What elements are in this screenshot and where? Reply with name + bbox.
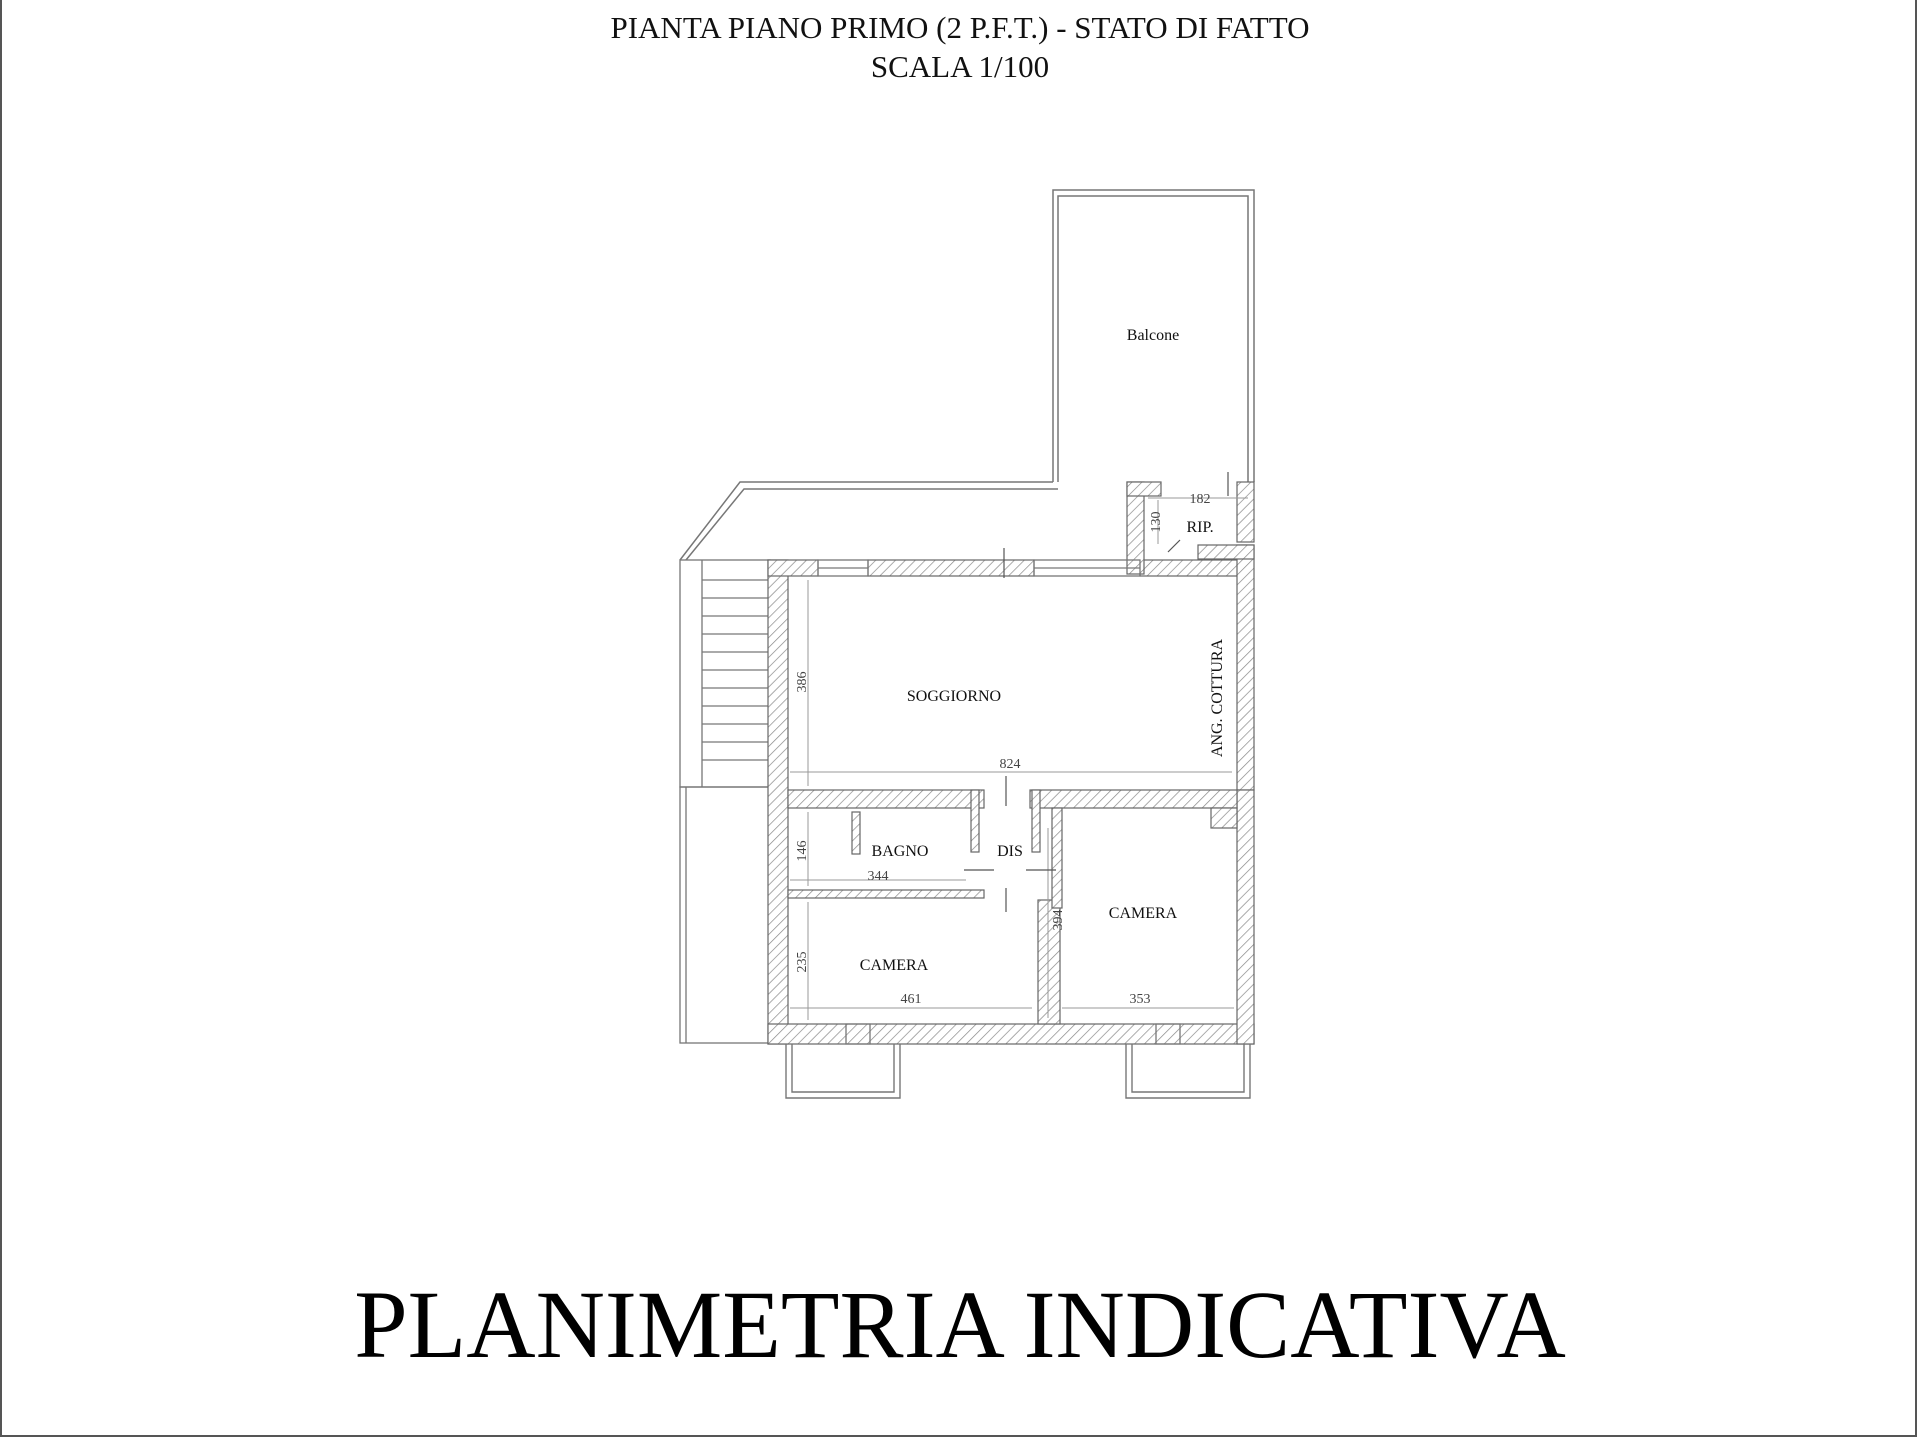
room-label-soggiorno: SOGGIORNO [906, 688, 1002, 705]
room-label-camera-right: CAMERA [1108, 905, 1178, 922]
room-label-disimpegno: DIS [997, 843, 1023, 860]
dim-camera-left-width: 461 [900, 992, 922, 1007]
room-label-angolo-cottura: ANG. COTTURA [1209, 638, 1226, 758]
plan-caption: PLANIMETRIA INDICATIVA [354, 1271, 1566, 1378]
dim-rip-width: 182 [1189, 492, 1211, 507]
dim-bagno-depth: 146 [795, 840, 810, 862]
room-label-balcone: Balcone [1126, 327, 1180, 344]
dim-bagno-width: 344 [867, 869, 889, 884]
dim-camera-left-depth: 235 [795, 951, 810, 973]
plan-title: PIANTA PIANO PRIMO (2 P.F.T.) - STATO DI FATTO [610, 10, 1310, 45]
dim-rip-depth: 130 [1149, 511, 1164, 533]
plan-scale: SCALA 1/100 [870, 49, 1050, 84]
dim-camera-right-width: 353 [1129, 992, 1151, 1007]
dim-soggiorno-width: 824 [999, 757, 1021, 772]
balcony-outline [680, 190, 1254, 560]
dim-soggiorno-depth: 386 [795, 671, 810, 693]
dim-camera-right-depth: 394 [1051, 909, 1066, 931]
room-label-camera-left: CAMERA [859, 957, 929, 974]
staircase [680, 560, 770, 1043]
lower-balconies [786, 1044, 1250, 1098]
room-label-bagno: BAGNO [871, 843, 929, 860]
room-label-ripostiglio: RIP. [1186, 519, 1214, 536]
